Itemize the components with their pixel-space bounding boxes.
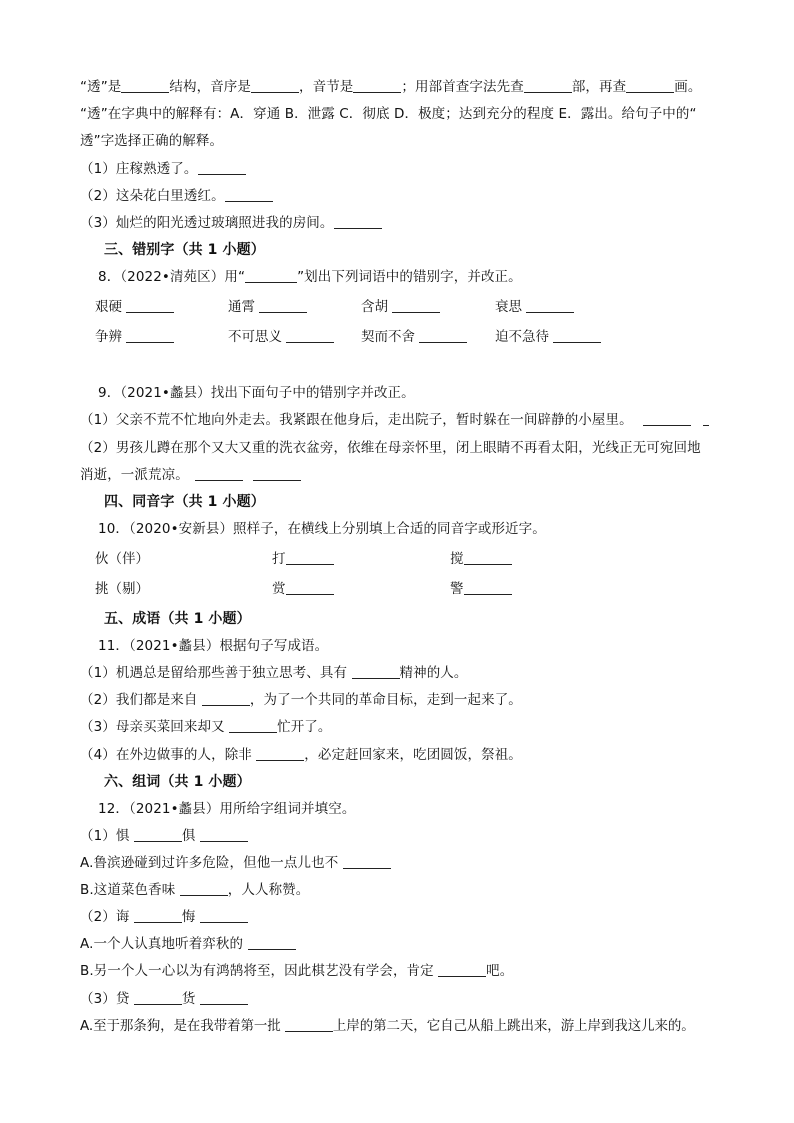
idiom-sentence-2 bbox=[80, 691, 522, 709]
answer-blank[interactable] bbox=[126, 328, 174, 343]
answer-blank[interactable] bbox=[200, 908, 248, 923]
word-item bbox=[495, 328, 601, 346]
char-item bbox=[272, 550, 334, 568]
char-item: 伙（伴） bbox=[95, 551, 149, 567]
idiom-sentence-4 bbox=[80, 746, 522, 764]
char: 打 bbox=[272, 551, 286, 567]
answer-blank[interactable] bbox=[253, 466, 301, 481]
word-item bbox=[228, 298, 307, 316]
section-heading: 六、组词（共 1 小题） bbox=[104, 774, 251, 790]
blank-strokes[interactable] bbox=[626, 78, 674, 93]
section-heading: 五、成语（共 1 小题） bbox=[104, 611, 251, 627]
answer-blank[interactable] bbox=[352, 664, 400, 679]
text: （3）灿烂的阳光透过玻璃照进我的房间。 bbox=[80, 215, 334, 231]
text: 上岸的第二天，它自己从船上跳出来，游上岸到我这儿来的。 bbox=[332, 1018, 695, 1034]
section-heading: 四、同音字（共 1 小题） bbox=[104, 494, 265, 510]
idiom-sentence-1 bbox=[80, 664, 468, 682]
char-item bbox=[272, 580, 334, 598]
char-item bbox=[450, 550, 512, 568]
answer-blank[interactable] bbox=[286, 580, 334, 595]
blank-radical[interactable] bbox=[524, 78, 572, 93]
answer-blank[interactable] bbox=[256, 746, 304, 761]
text: B.这道菜色香味 bbox=[80, 882, 176, 898]
text: （2）我们都是来自 bbox=[80, 692, 198, 708]
answer-blank[interactable] bbox=[200, 990, 248, 1005]
answer-blank[interactable] bbox=[200, 827, 248, 842]
word-item bbox=[361, 298, 440, 316]
answer-blank[interactable] bbox=[229, 718, 277, 733]
answer-blank[interactable] bbox=[643, 411, 691, 426]
text: 画。 bbox=[674, 79, 702, 95]
word-item bbox=[95, 328, 174, 346]
fill-sentence bbox=[80, 881, 309, 899]
sub-question-1 bbox=[80, 160, 246, 178]
idiom-sentence-3 bbox=[80, 718, 332, 736]
text: B.另一个人一心以为有鸿鹄将至，因此棋艺没有学会，肯定 bbox=[80, 963, 434, 979]
text: （2）这朵花白里透红。 bbox=[80, 188, 225, 204]
word: 艰硬 bbox=[95, 299, 122, 315]
text: 8．（2022•清苑区）用“ bbox=[98, 269, 246, 285]
text: 吧。 bbox=[486, 963, 514, 979]
word: 争辨 bbox=[95, 329, 122, 345]
text: ，音节是 bbox=[299, 79, 354, 95]
char-item: 挑（剔） bbox=[95, 581, 149, 597]
answer-blank[interactable] bbox=[286, 328, 334, 343]
answer-blank[interactable] bbox=[134, 908, 182, 923]
blank-mark bbox=[245, 268, 297, 283]
answer-blank[interactable] bbox=[526, 298, 574, 313]
sub-question-3 bbox=[80, 214, 382, 232]
text: A.鲁滨逊碰到过许多危险，但他一点儿也不 bbox=[80, 855, 339, 871]
word-item bbox=[228, 328, 334, 346]
sub-question-9-2-cont bbox=[80, 466, 301, 484]
char: 赏 bbox=[272, 581, 286, 597]
stroke-question-line bbox=[80, 78, 701, 96]
text: A.至于那条狗，是在我带着第一批 bbox=[80, 1018, 281, 1034]
word: 迫不急待 bbox=[495, 329, 549, 345]
word-item bbox=[495, 298, 574, 316]
text: 精神的人。 bbox=[399, 665, 468, 681]
answer-blank[interactable] bbox=[464, 550, 512, 565]
answer-blank[interactable] bbox=[126, 298, 174, 313]
question-11: 11．（2021•蠡县）根据句子写成语。 bbox=[98, 638, 329, 654]
text: ；用部首查字法先查 bbox=[401, 79, 524, 95]
answer-blank[interactable] bbox=[202, 691, 250, 706]
answer-blank[interactable] bbox=[703, 411, 709, 426]
word: 不可思义 bbox=[228, 329, 282, 345]
definition-line: “透”在字典中的解释有：A．穿通 B．泄露 C．彻底 D．极度；达到充分的程度 E．露出。给句子中的“ bbox=[80, 106, 697, 122]
fill-sentence bbox=[80, 854, 391, 872]
text: ，人人称赞。 bbox=[227, 882, 310, 898]
text: （1）机遇总是留给那些善于独立思考、具有 bbox=[80, 665, 348, 681]
answer-blank[interactable] bbox=[198, 160, 246, 175]
blank-syllable[interactable] bbox=[353, 78, 401, 93]
answer-blank[interactable] bbox=[285, 1017, 333, 1032]
text: （4）在外边做事的人，除非 bbox=[80, 747, 252, 763]
section-heading: 三、错别字（共 1 小题） bbox=[104, 242, 265, 258]
text: ，为了一个共同的革命目标，走到一起来了。 bbox=[249, 692, 522, 708]
sub-question-9-1 bbox=[80, 411, 709, 429]
word-item bbox=[361, 328, 467, 346]
answer-blank[interactable] bbox=[343, 854, 391, 869]
answer-blank[interactable] bbox=[195, 466, 243, 481]
word: 通霄 bbox=[228, 299, 255, 315]
sub-question-9-2: （2）男孩儿蹲在那个又大又重的洗衣盆旁，依维在母亲怀里，闭上眼睛不再看太阳，光线正无可宛回地 bbox=[80, 440, 701, 456]
answer-blank[interactable] bbox=[259, 298, 307, 313]
answer-blank[interactable] bbox=[248, 935, 296, 950]
question-10: 10．（2020•安新县）照样子，在横线上分别填上合适的同音字或形近字。 bbox=[98, 521, 546, 537]
question-8 bbox=[98, 268, 522, 286]
text: （1）庄稼熟透了。 bbox=[80, 161, 198, 177]
char: 俱 bbox=[181, 828, 196, 844]
word: 契而不舍 bbox=[361, 329, 415, 345]
text: （1）父亲不荒不忙地向外走去。我紧跟在他身后，走出院子，暂时躲在一间辟静的小屋里。 bbox=[80, 412, 633, 428]
word: 含胡 bbox=[361, 299, 388, 315]
word: 衰思 bbox=[495, 299, 522, 315]
char: （2）诲 bbox=[80, 909, 130, 925]
answer-blank[interactable] bbox=[225, 187, 273, 202]
answer-blank[interactable] bbox=[419, 328, 467, 343]
char-item bbox=[450, 580, 512, 598]
text: 消逝，一派荒凉。 bbox=[80, 467, 189, 483]
answer-blank[interactable] bbox=[286, 550, 334, 565]
fill-sentence bbox=[80, 1017, 695, 1035]
char: 货 bbox=[181, 991, 196, 1007]
text: 结构，音序是 bbox=[169, 79, 251, 95]
answer-blank[interactable] bbox=[134, 827, 182, 842]
question-9: 9．（2021•蠡县）找出下面句子中的错别字并改正。 bbox=[98, 385, 415, 401]
text: ”划出下列词语中的错别字，并改正。 bbox=[297, 269, 522, 285]
word-group-1 bbox=[80, 827, 248, 845]
blank-order[interactable] bbox=[251, 78, 299, 93]
char: 悔 bbox=[181, 909, 196, 925]
fill-sentence bbox=[80, 962, 513, 980]
sub-question-2 bbox=[80, 187, 273, 205]
char: （1）惧 bbox=[80, 828, 130, 844]
answer-blank[interactable] bbox=[464, 580, 512, 595]
answer-blank[interactable] bbox=[392, 298, 440, 313]
word-group-2 bbox=[80, 908, 248, 926]
word-item bbox=[95, 298, 174, 316]
text: A.一个人认真地听着弈秋的 bbox=[80, 936, 244, 952]
text: 部，再查 bbox=[571, 79, 627, 95]
char: 搅 bbox=[450, 551, 464, 567]
answer-blank[interactable] bbox=[134, 990, 182, 1005]
definition-line-2: 透”字选择正确的解释。 bbox=[80, 133, 224, 149]
question-12: 12．（2021•蠡县）用所给字组词并填空。 bbox=[98, 801, 356, 817]
text: （3）母亲买菜回来却又 bbox=[80, 719, 225, 735]
answer-blank[interactable] bbox=[553, 328, 601, 343]
text: “透”是 bbox=[80, 79, 122, 95]
answer-blank[interactable] bbox=[438, 962, 486, 977]
blank-structure[interactable] bbox=[121, 78, 169, 93]
text: 忙开了。 bbox=[277, 719, 332, 735]
answer-blank[interactable] bbox=[180, 881, 228, 896]
answer-blank[interactable] bbox=[334, 214, 382, 229]
char: 警 bbox=[450, 581, 464, 597]
char: （3）贷 bbox=[80, 991, 130, 1007]
word-group-3 bbox=[80, 990, 248, 1008]
text: ，必定赶回家来，吃团圆饭，祭祖。 bbox=[304, 747, 522, 763]
fill-sentence bbox=[80, 935, 296, 953]
